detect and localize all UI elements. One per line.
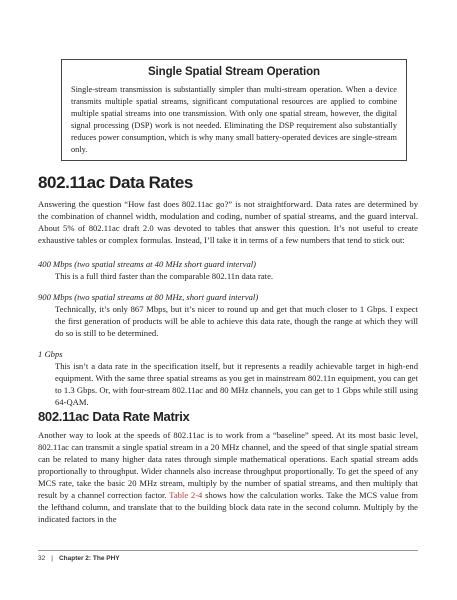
page-footer xyxy=(38,555,120,562)
list-definition: This is a full third faster than the comparable 802.11n data rate. xyxy=(55,271,274,281)
paragraph-text: Another way to look at the speeds of 802.11ac is to work from a “baseline” speed. At its most basic level, 802.11ac can transmit a single spatial stream in a 20 MHz channel, and the speed of that single spatial stream can be related to many higher data rates through simple mathematical operations. Each spatial stream adds proportionally to throughput. Wider channels also increase throughput proportionally. To get the speed of any MCS rate, take the basic 20 MHz stream, multiply by the number of spatial streams, and then multiply that result by a channel correction factor. xyxy=(38,430,418,500)
sidebar-body: Single-stream transmission is substantially simpler than multi-stream operation. When a device transmits multiple spatial streams, significant computational resources are applied to combine multiple spatial streams into one transmission. With only one spatial stream, however, the digital signal processing (DSP) work is not needed. Eliminating the DSP requirement also substantially reduces power consumption, which is why many small battery-operated devices are single-stream only. xyxy=(71,85,397,154)
paragraph-text: shows how the calculation works. Take the MCS value from the lefthand column, and translate that to the building block data rate in the second column. Multiply by the indicated factors in the xyxy=(38,490,418,524)
list-term: 400 Mbps (two spatial streams at 40 MHz short guard interval) xyxy=(38,259,257,269)
body-paragraph xyxy=(38,429,418,525)
list-term: 1 Gbps xyxy=(38,349,63,359)
list-definition: Technically, it’s only 867 Mbps, but it’s nicer to round up and get that much closer to 1 Gbps. I expect the first generation of products will be able to achieve this data rate, though the range at which they will do so is still to be determined. xyxy=(55,304,418,338)
sidebar-title: Single Spatial Stream Operation xyxy=(147,66,320,78)
page-number: 32 xyxy=(38,555,46,562)
intro-paragraph: Answering the question “How fast does 802.11ac go?” is not straightforward. Data rates are determined by the combination of channel width, modulation and coding, number of spatial streams, and the guard interval. About 5% of 802.11ac draft 2.0 was devoted to tables that answer this question. It’s not useful to create exhaustive tables or complex formulas. Instead, I’ll take it in terms of a few numbers that tend to stick out: xyxy=(38,199,418,245)
sidebar-box xyxy=(61,59,407,161)
footer-separator: | xyxy=(51,555,53,562)
table-cross-reference-link[interactable]: Table 2-4 xyxy=(169,490,203,500)
list-term: 900 Mbps (two spatial streams at 80 MHz, short guard interval) xyxy=(38,292,259,302)
list-definition: This isn’t a data rate in the specification itself, but it represents a readily achievable target in high-end equipment. With the same three spatial streams as you get in mainstream 802.11n equipment, you can get to 1.3 Gbps. Or, with four-stream 802.11ac and 80 MHz channels, you can get to 1 Gbps while still using 64-QAM. xyxy=(55,361,418,407)
subsection-heading: 802.11ac Data Rate Matrix xyxy=(38,409,190,424)
footer-divider xyxy=(38,550,418,551)
chapter-title: Chapter 2: The PHY xyxy=(58,555,120,562)
section-heading: 802.11ac Data Rates xyxy=(38,173,193,192)
